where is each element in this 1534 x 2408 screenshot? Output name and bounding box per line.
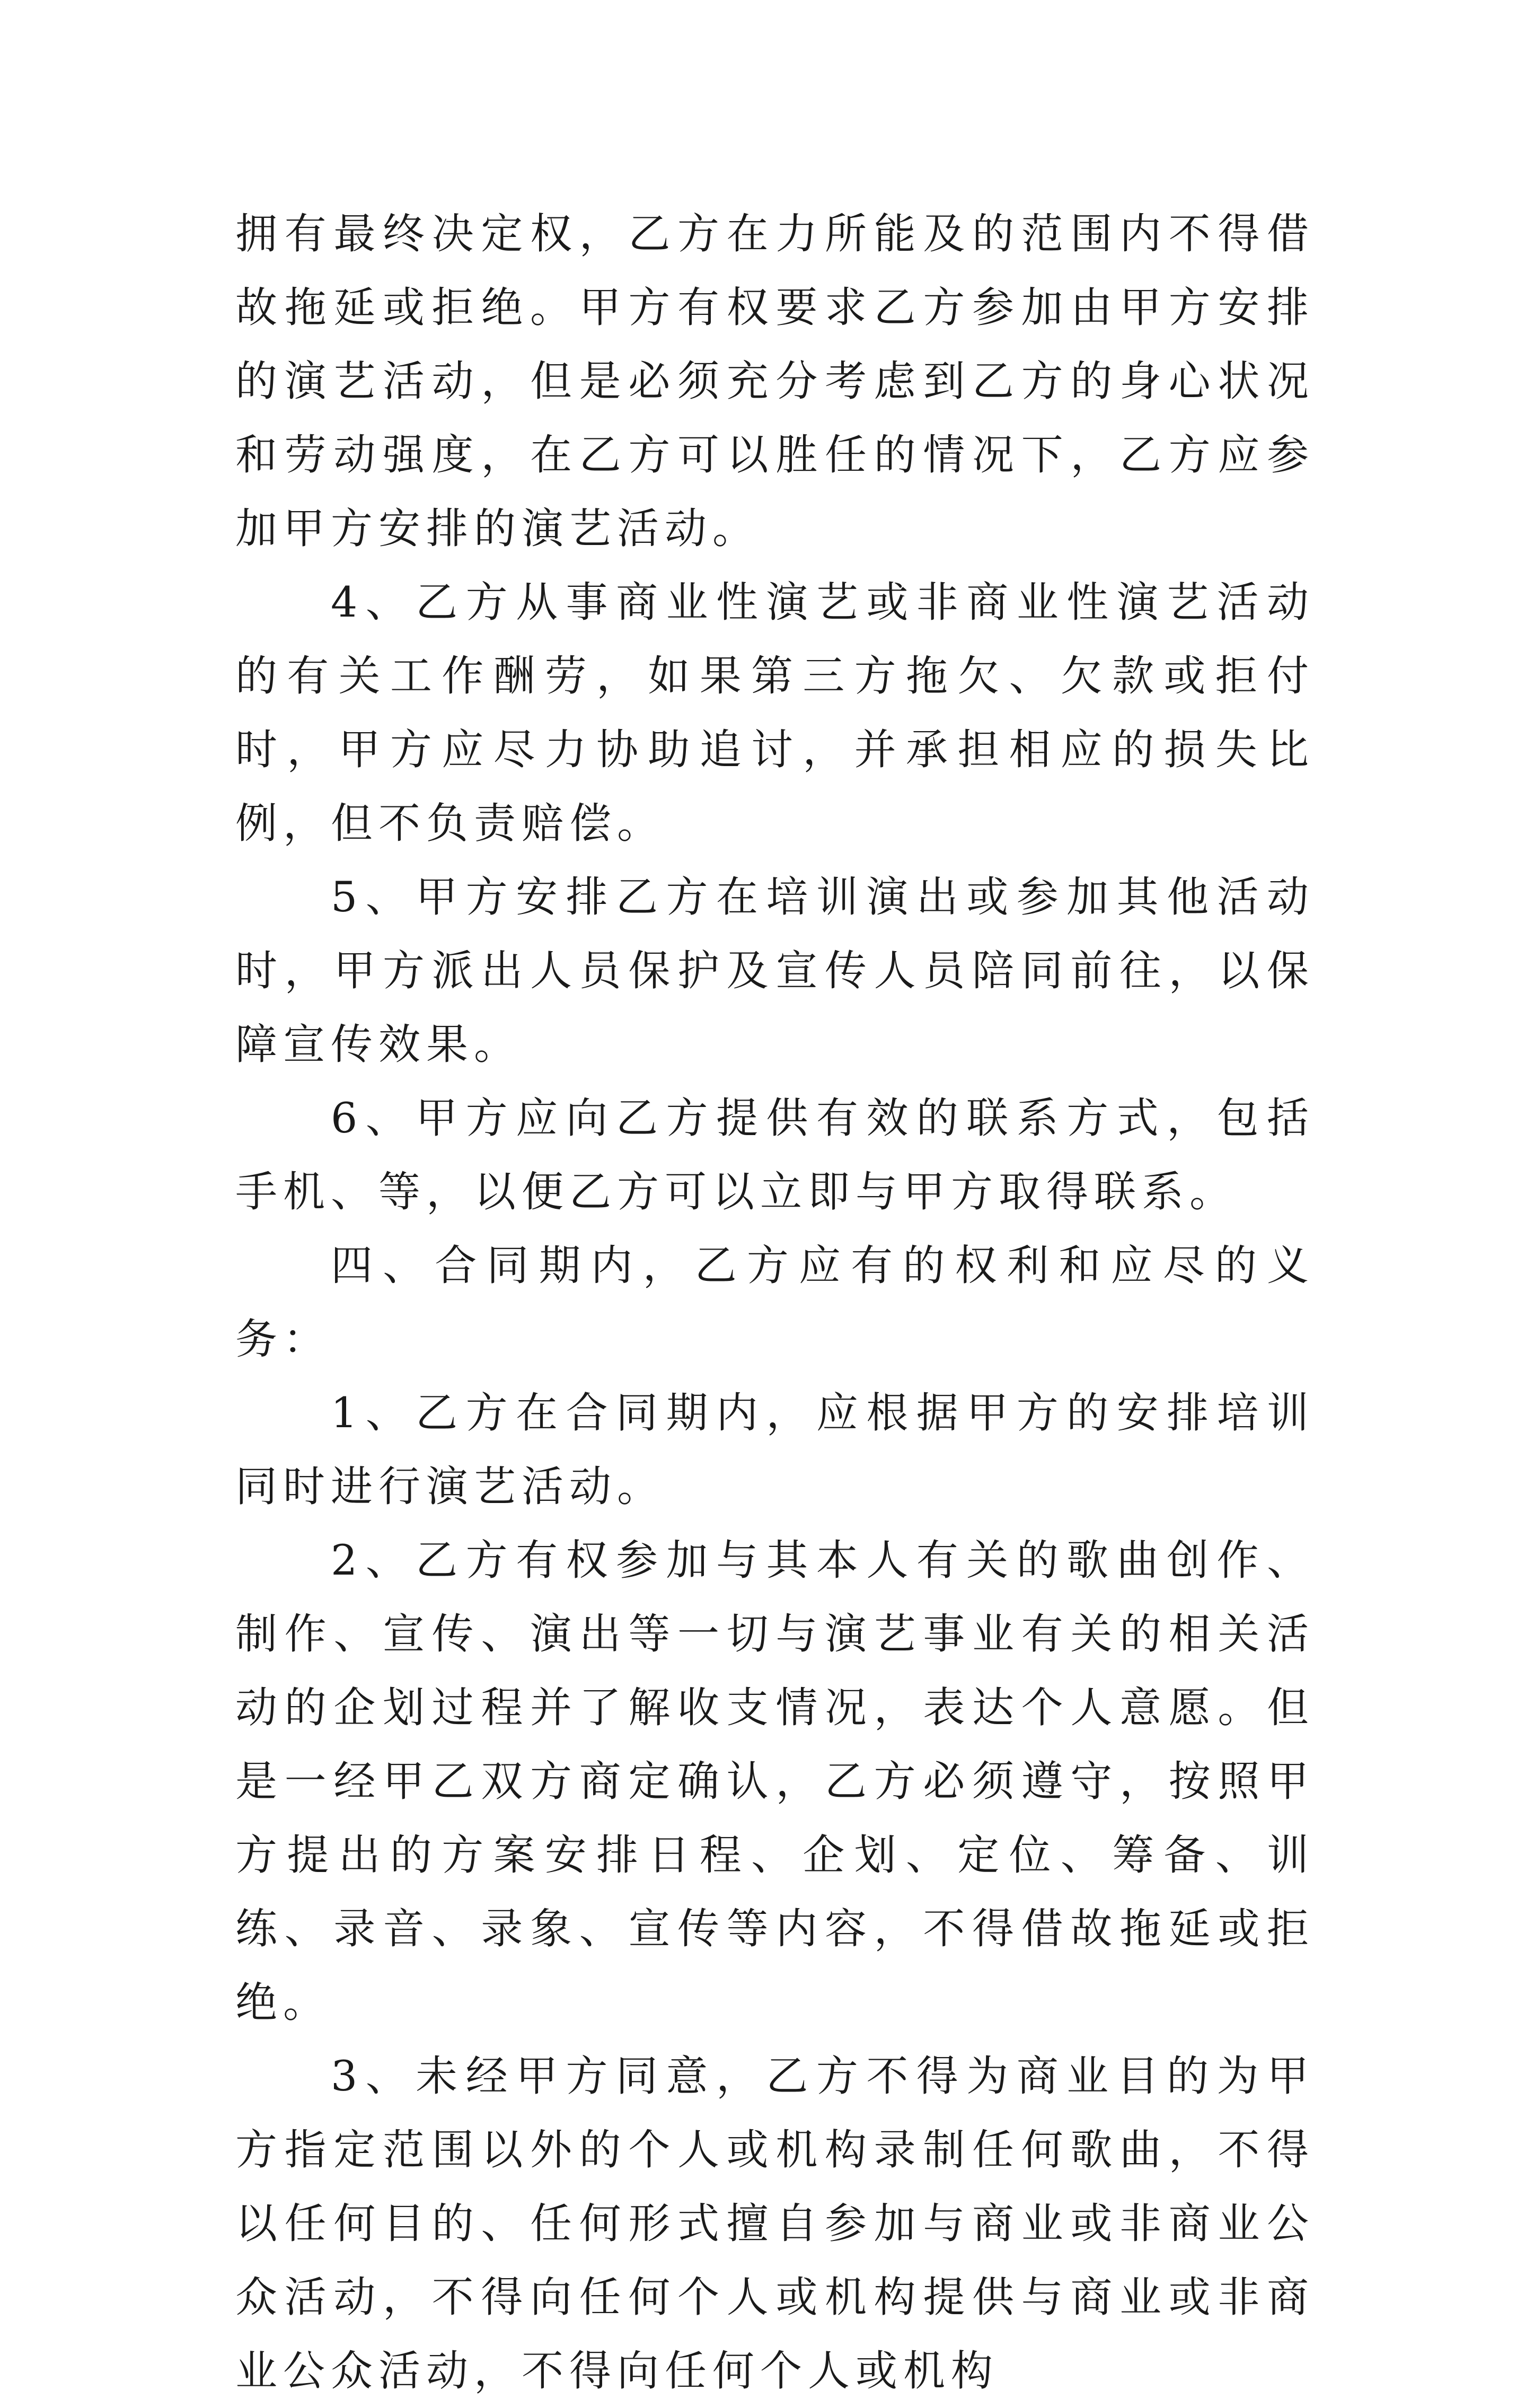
document-body [235, 197, 1315, 2408]
paragraph-item-6: 6、甲方应向乙方提供有效的联系方式，包括手机、等，以便乙方可以立即与甲方取得联系。 [235, 1094, 1315, 1216]
paragraph-continued: 拥有最终决定权，乙方在力所能及的范围内不得借故拖延或拒绝。甲方有权要求乙方参加由甲方安排的演艺活动，但是必须充分考虑到乙方的身心状况和劳动强度，在乙方可以胜任的情况下，乙方应参加甲方安排的演艺活动。 [235, 209, 1315, 553]
paragraph-item-2: 2、乙方有权参加与其本人有关的歌曲创作、制作、宣传、演出等一切与演艺事业有关的相关活动的企划过程并了解收支情况，表达个人意愿。但是一经甲乙双方商定确认，乙方必须遵守，按照甲方提出的方案安排日程、企划、定位、筹备、训练、录音、录象、宣传等内容，不得借故拖延或拒绝。 [235, 1536, 1315, 2027]
paragraph-item-5: 5、甲方安排乙方在培训演出或参加其他活动时，甲方派出人员保护及宣传人员陪同前往，以保障宣传效果。 [235, 873, 1315, 1069]
paragraph-item-3: 3、未经甲方同意，乙方不得为商业目的为甲方指定范围以外的个人或机构录制任何歌曲，不得以任何目的、任何形式擅自参加与商业或非商业公众活动，不得向任何个人或机构提供与商业或非商业公众活动，不得向任何个人或机构 [235, 2052, 1315, 2395]
paragraph-item-1: 1、乙方在合同期内，应根据甲方的安排培训同时进行演艺活动。 [235, 1388, 1315, 1511]
paragraph-item-4: 4、乙方从事商业性演艺或非商业性演艺活动的有关工作酬劳，如果第三方拖欠、欠款或拒付时，甲方应尽力协助追讨，并承担相应的损失比例，但不负责赔偿。 [235, 578, 1315, 848]
section-heading-four: 四、合同期内，乙方应有的权利和应尽的义务： [235, 1241, 1315, 1364]
